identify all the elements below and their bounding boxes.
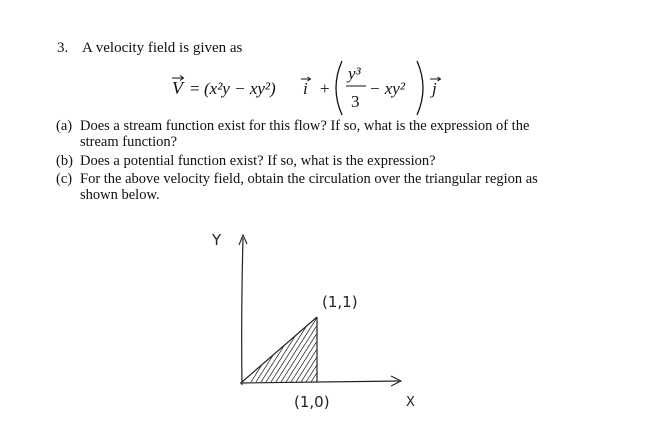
equation-i-unit: i [303,79,308,98]
y-axis [242,238,243,385]
part-a-line1: Does a stream function exist for this flow? If so, what is the expression of the [80,118,530,134]
left-paren [336,61,342,115]
problem-intro: A velocity field is given as [82,40,243,56]
part-a [56,118,647,152]
y-axis-label: Y [212,231,222,249]
velocity-equation [170,56,470,118]
right-paren [417,61,423,115]
equation-frac-den: 3 [351,92,360,111]
x-axis [240,381,399,383]
part-b [56,153,647,171]
equation-i-term: (x²y − xy²) [204,79,276,98]
part-c-text [80,171,620,203]
equation-equals: = [190,79,200,98]
equation-lhs: V [172,78,183,98]
equation-j-unit: j [432,79,437,98]
part-c-line2: shown below. [80,187,160,203]
equation-minus-xy2: − xy² [369,79,405,98]
equation-frac-num: y³ [348,64,361,83]
point-label-top: (1,1) [322,293,358,311]
point-label-bottom: (1,0) [294,393,330,411]
part-b-text [80,153,620,169]
equation-plus: + [320,79,330,98]
part-b-label: (b) [56,153,73,169]
x-axis-label: X [406,395,415,410]
triangle-figure [190,215,450,415]
problem-number: 3. [57,40,69,56]
part-a-text [80,118,620,150]
part-a-line2: stream function? [80,134,178,150]
part-c [56,171,647,205]
part-c-line1: For the above velocity field, obtain the circulation over the triangular region as [80,171,538,187]
part-c-label: (c) [56,171,73,187]
part-a-label: (a) [56,118,73,134]
part-b-line1: Does a potential function exist? If so, what is the expression? [80,153,436,169]
